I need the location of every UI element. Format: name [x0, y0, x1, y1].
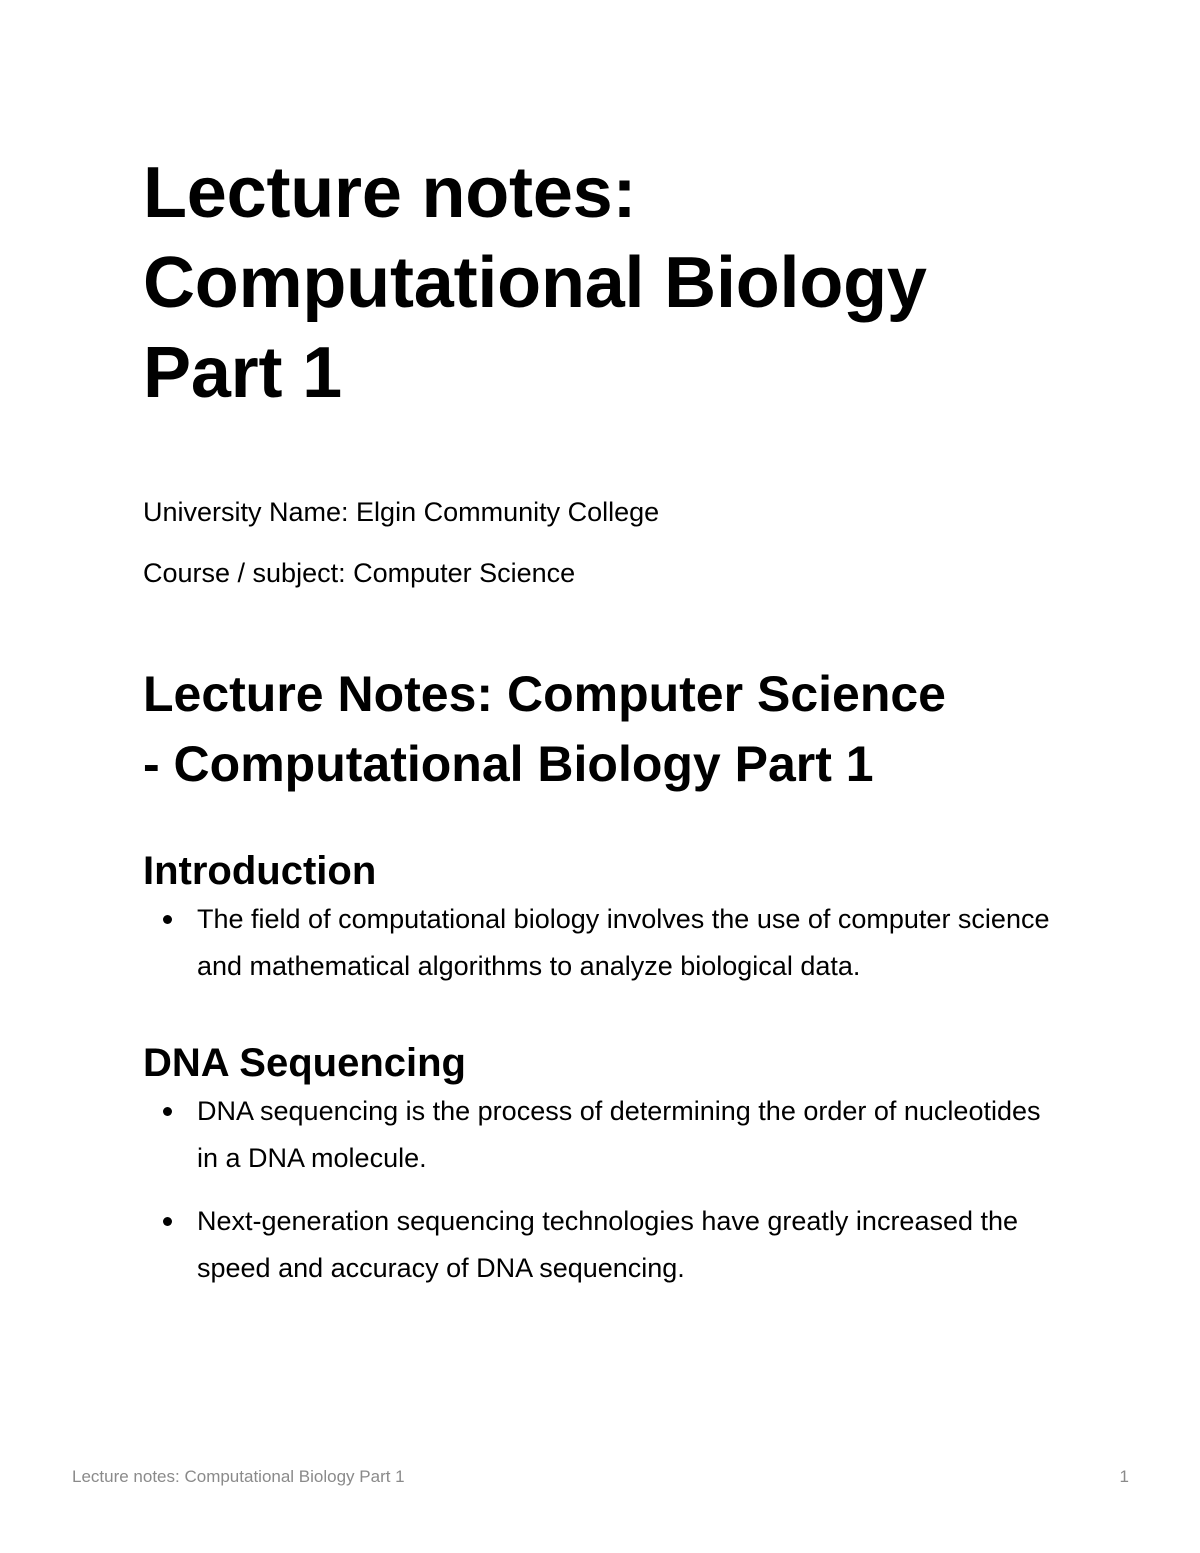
- list-item-text: Next-generation sequencing technologies have greatly increased the speed and accuracy of DNA sequencing.: [197, 1206, 1019, 1283]
- bullet-icon: [163, 1217, 172, 1226]
- university-name-line: University Name: Elgin Community College: [143, 497, 660, 527]
- document-title-line-1: Lecture notes:: [143, 153, 637, 233]
- bullet-icon: [163, 915, 172, 924]
- document-title-line-2: Computational Biology: [143, 243, 927, 323]
- list-item-text: The field of computational biology involves the use of computer science and mathematical algorithms to analyze biological data.: [197, 904, 1050, 981]
- section-title-line-2: - Computational Biology Part 1: [143, 736, 874, 792]
- document-title: [143, 148, 1063, 418]
- introduction-heading: Introduction: [143, 849, 377, 893]
- list-item: [143, 1088, 1063, 1182]
- section-title-line-1: Lecture Notes: Computer Science: [143, 666, 946, 722]
- section-title: [143, 659, 1063, 799]
- footer-page-number: 1: [1119, 1467, 1129, 1486]
- bullet-icon: [163, 1107, 172, 1116]
- list-item: [143, 896, 1063, 990]
- document-title-line-3: Part 1: [143, 333, 342, 413]
- dna-sequencing-bullet-list: [143, 1088, 1063, 1292]
- list-item: [143, 1198, 1063, 1292]
- introduction-bullet-list: [143, 896, 1063, 990]
- list-item-text: DNA sequencing is the process of determining the order of nucleotides in a DNA molecule.: [197, 1096, 1041, 1173]
- course-subject-line: Course / subject: Computer Science: [143, 558, 576, 588]
- dna-sequencing-heading: DNA Sequencing: [143, 1041, 466, 1085]
- footer-document-title: Lecture notes: Computational Biology Part 1: [72, 1467, 405, 1486]
- page-content: [143, 148, 1063, 1292]
